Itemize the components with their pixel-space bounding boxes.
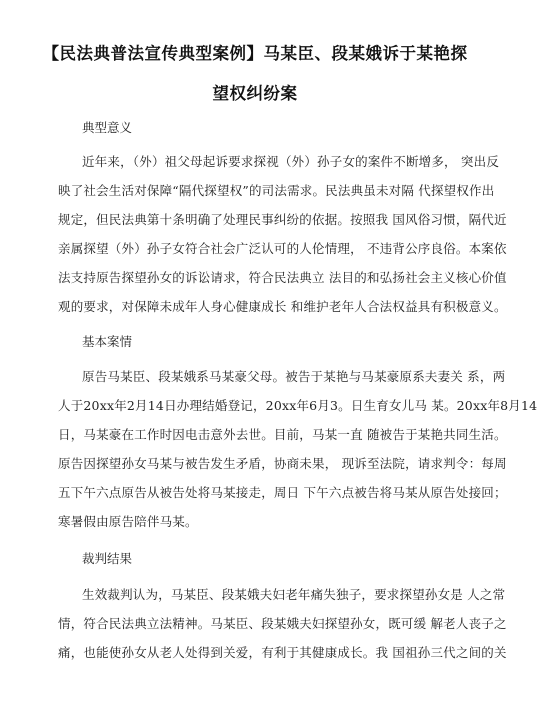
section-heading-judgment: 裁判结果 (82, 551, 133, 566)
paragraph-line: 寒暑假由原告陪伴马某。 (58, 514, 198, 529)
paragraph-line: 情，符合民法典立法精神。马某臣、段某娥夫妇探望孙女，既可缓 解老人丧子之 (58, 616, 507, 631)
paragraph-line: 痛，也能使孙女从老人处得到关爱，有利于其健康成长。我 国祖孙三代之间的关 (58, 645, 507, 660)
paragraph-line: 日，马某豪在工作时因电击意外去世。目前，马某一直 随被告于某艳共同生活。 (58, 427, 507, 442)
paragraph-line: 人于20xx年2月14日办理结婚登记，20xx年6月3。日生育女儿马 某。20xx年8月14 (58, 398, 537, 413)
paragraph-line: 观的要求，对保障未成年人身心健康成长 和维护老年人合法权益具有积极意义。 (58, 299, 507, 314)
paragraph-line: 五下午六点原告从被告处将马某接走，周日 下午六点被告将马某从原告处接回； (58, 485, 507, 500)
paragraph-line: 原告马某臣、段某娥系马某豪父母。被告于某艳与马某豪原系夫妻关 系，两 (82, 369, 506, 384)
paragraph-line: 法支持原告探望孙女的诉讼请求，符合民法典立 法目的和弘扬社会主义核心价值 (58, 270, 507, 285)
document-title-line-1: 【民法典普法宣传典型案例】马某臣、段某娥诉于某艳探 (42, 44, 468, 63)
paragraph-line: 规定，但民法典第十条明确了处理民事纠纷的依据。按照我 国风俗习惯，隔代近 (58, 212, 507, 227)
document-title-line-2: 望权纠纷案 (212, 84, 298, 103)
paragraph-line: 近年来，（外）祖父母起诉要求探视（外）孙子女的案件不断增多， 突出反 (82, 154, 500, 169)
section-heading-significance: 典型意义 (82, 120, 133, 135)
paragraph-line: 原告因探望孙女马某与被告发生矛盾，协商未果， 现诉至法院，请求判令：每周 (58, 456, 507, 471)
section-heading-facts: 基本案情 (82, 334, 133, 349)
paragraph-line: 映了社会生活对保障“隔代探望权”的司法需求。民法典虽未对隔 代探望权作出 (58, 183, 495, 198)
paragraph-line: 生效裁判认为，马某臣、段某娥夫妇老年痛失独子，要求探望孙女是 人之常 (82, 587, 506, 602)
paragraph-line: 亲属探望（外）孙子女符合社会广泛认可的人伦情理， 不违背公序良俗。本案依 (58, 241, 507, 256)
